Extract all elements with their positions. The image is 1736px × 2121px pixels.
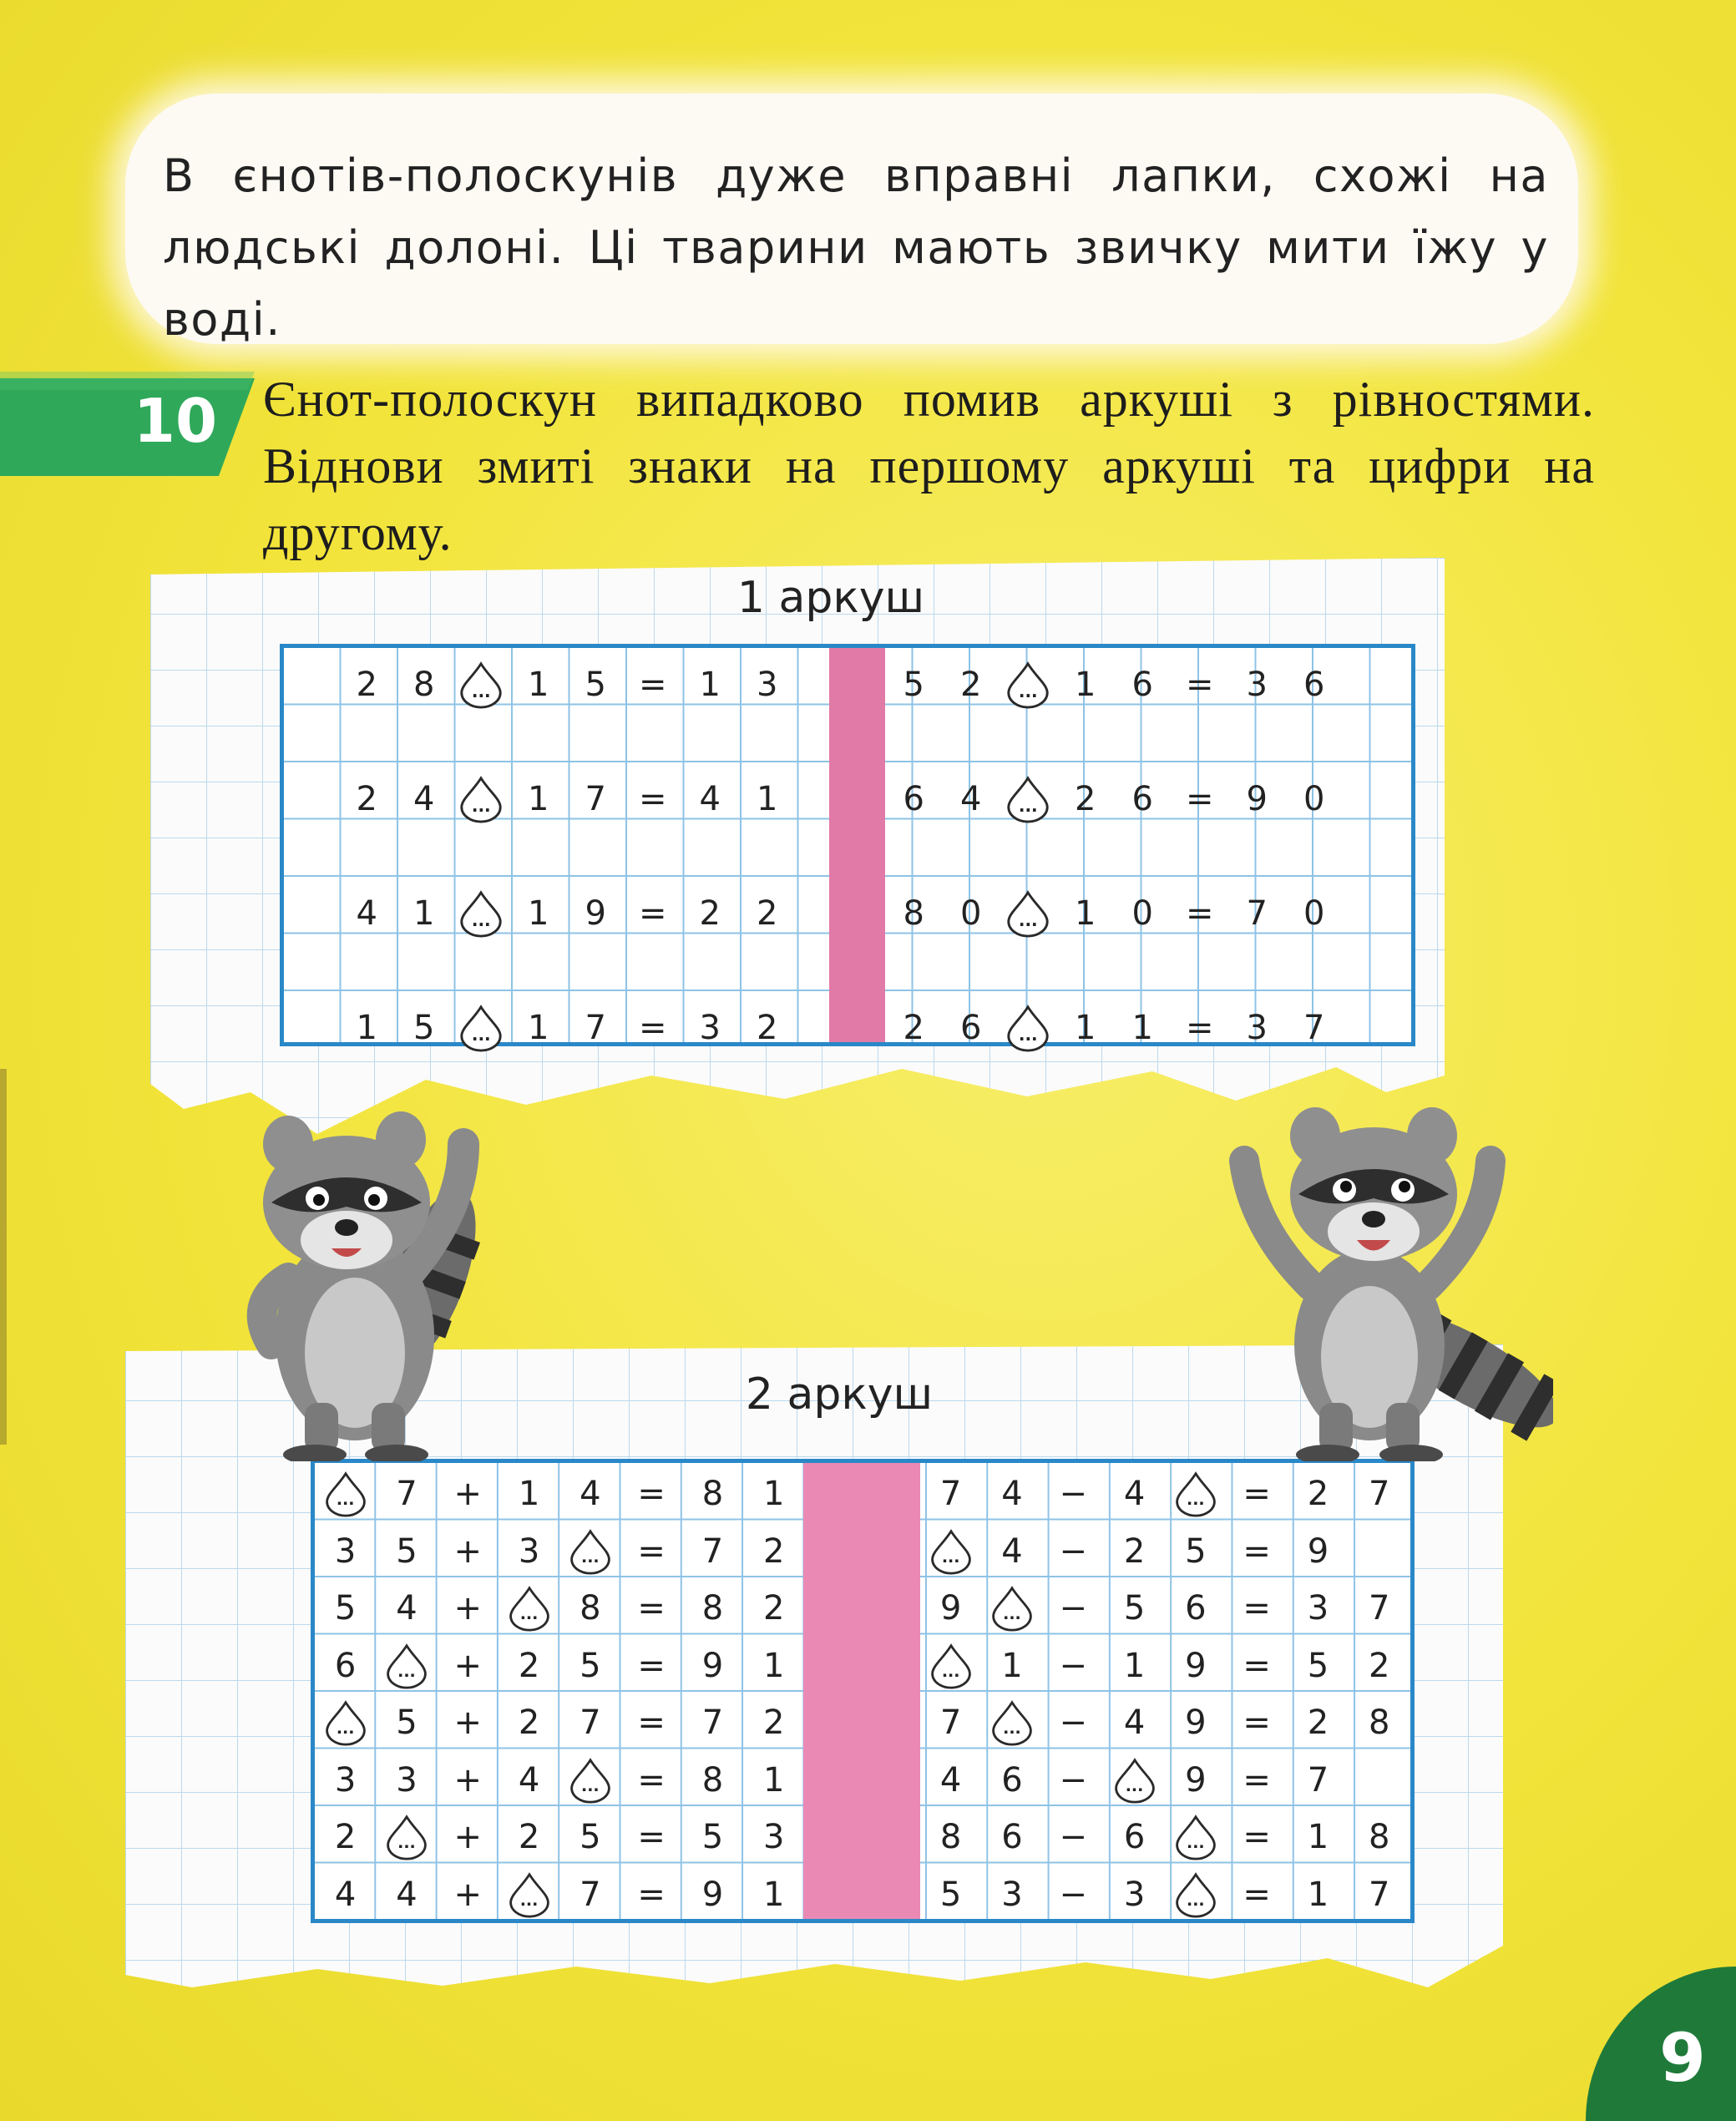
digit-cell: 1 [356,1009,377,1048]
digit-cell: 2 [518,1646,540,1685]
digit-cell: 4 [960,780,982,819]
blank-drop-icon[interactable]: ... [928,1643,974,1689]
digit-cell: 4 [939,1760,962,1800]
digit-cell: 3 [1001,1875,1023,1914]
sheet2-equation-right [920,1523,1410,1581]
sheet1-equation-right [885,656,1343,714]
blank-drop-icon[interactable]: ... [989,1699,1035,1746]
digit-cell: 3 [518,1531,540,1571]
sheet-1-divider [829,648,885,1042]
blank-cell[interactable] [376,1638,437,1695]
digit-cell: 8 [903,894,924,934]
digit-cell: 1 [528,894,549,934]
blank-cell[interactable] [315,1465,376,1523]
digit-cell: 7 [585,1009,606,1048]
digit-cell: 1 [413,894,435,934]
digit-cell: 0 [1303,780,1325,819]
blank-cell[interactable] [1165,1809,1226,1866]
blank-cell[interactable] [376,1809,437,1866]
blank-cell[interactable] [1165,1866,1226,1924]
digit-cell: 9 [701,1646,724,1685]
digit-cell: 8 [939,1818,962,1857]
sheet-1 [150,558,1445,1134]
sheet2-equation-right [920,1580,1410,1638]
digit-cell: 4 [334,1875,357,1914]
blank-drop-icon[interactable]: ... [1111,1757,1158,1804]
operator-cell: = [1243,1818,1271,1857]
operator-cell: + [453,1875,482,1914]
digit-cell: 5 [1123,1589,1146,1628]
digit-cell: 4 [580,1475,601,1514]
operator-cell: = [638,666,667,705]
operator-cell: = [637,1589,666,1628]
digit-cell [1349,1523,1410,1581]
digit-cell: 9 [1246,780,1268,819]
operator-cell: = [1243,1589,1271,1628]
digit-cell: 1 [763,1760,785,1800]
operator-cell: = [638,780,667,819]
digit-cell: 2 [699,894,721,934]
digit-cell: 1 [1307,1818,1329,1857]
blank-drop-icon[interactable]: ... [457,661,505,709]
operator-cell: + [453,1589,482,1628]
digit-cell: 2 [763,1531,785,1571]
operator-cell: = [1185,666,1214,705]
operator-cell: = [1185,894,1214,934]
digit-cell: 4 [699,780,721,819]
digit-cell: 3 [1123,1875,1146,1914]
blank-drop-icon[interactable]: ... [322,1471,369,1517]
task-number: 10 [133,386,218,456]
digit-cell: 6 [1001,1818,1023,1857]
sheet-1-title: 1 аркуш [736,573,925,623]
blank-drop-icon[interactable]: ... [383,1814,430,1860]
digit-cell: 0 [1303,894,1325,934]
sheet2-equation-right [920,1752,1410,1810]
operator-cell: = [637,1475,666,1514]
digit-cell: 6 [334,1646,357,1685]
digit-cell: 1 [763,1646,785,1685]
fact-text: В єнотів-полоскунів дуже вправні лапки, схожі на людські долоні. Ці тварини мають звичку мити їжу у воді. [163,149,1549,346]
blank-drop-icon[interactable]: ... [928,1528,974,1575]
sheet2-equation-left [315,1638,804,1695]
sheet2-equation-left [315,1580,804,1638]
digit-cell: 2 [763,1589,785,1628]
digit-cell: 7 [580,1875,601,1914]
blank-drop-icon[interactable]: ... [1172,1814,1219,1860]
blank-drop-icon[interactable]: ... [506,1585,553,1632]
operator-cell: = [637,1646,666,1685]
blank-drop-icon[interactable]: ... [457,889,505,938]
digit-cell: 4 [396,1589,418,1628]
digit-cell: 5 [585,666,606,705]
sheet2-equation-left [315,1752,804,1810]
digit-cell: 6 [1303,666,1325,705]
digit-cell: 1 [528,666,549,705]
operator-cell: = [637,1703,666,1743]
operator-cell: + [453,1703,482,1743]
digit-cell: 4 [518,1760,540,1800]
digit-cell: 5 [396,1531,418,1571]
operator-cell: = [1185,780,1214,819]
blank-drop-icon[interactable]: ... [322,1699,369,1746]
operator-cell: + [453,1760,482,1800]
digit-cell: 2 [1123,1531,1146,1571]
digit-cell: 1 [763,1875,785,1914]
digit-cell: 1 [763,1475,785,1514]
digit-cell: 3 [1246,1009,1268,1048]
digit-cell: 4 [1001,1475,1023,1514]
operator-cell: = [638,1009,667,1048]
sheet1-equation-right [885,1000,1343,1057]
blank-drop-icon[interactable]: ... [457,1004,505,1052]
digit-cell: 3 [334,1760,357,1800]
operator-cell: = [1243,1875,1271,1914]
digit-cell: 4 [1001,1531,1023,1571]
digit-cell: 6 [903,780,924,819]
digit-cell: 2 [757,894,778,934]
digit-cell: 7 [939,1475,962,1514]
operator-cell: − [1059,1646,1087,1685]
sheet2-equation-left [315,1694,804,1752]
digit-cell: 2 [334,1818,357,1857]
blank-cell[interactable] [1165,1465,1226,1523]
operator-cell: − [1059,1760,1087,1800]
blank-cell[interactable] [1104,1752,1165,1810]
blank-cell[interactable] [499,1580,559,1638]
raccoon-left-illustration [238,1094,522,1461]
digit-cell: 1 [528,780,549,819]
blank-cell[interactable] [453,771,510,828]
digit-cell: 2 [1369,1646,1390,1685]
digit-cell: 2 [518,1818,540,1857]
digit-cell: 5 [701,1818,724,1857]
blank-cell[interactable] [559,1523,620,1581]
digit-cell: 1 [518,1475,540,1514]
digit-cell: 9 [1185,1703,1207,1743]
page-number: 9 [1659,2019,1706,2097]
digit-cell: 7 [939,1703,962,1743]
digit-cell: 6 [1123,1818,1146,1857]
digit-cell: 7 [1307,1760,1329,1800]
digit-cell: 1 [528,1009,549,1048]
digit-cell: 5 [939,1875,962,1914]
digit-cell: 7 [396,1475,418,1514]
operator-cell: = [1185,1009,1214,1048]
digit-cell: 3 [763,1818,785,1857]
blank-drop-icon[interactable]: ... [1004,889,1052,938]
digit-cell: 8 [701,1760,724,1800]
operator-cell: + [453,1818,482,1857]
digit-cell: 7 [701,1703,724,1743]
sheet2-equation-left [315,1465,804,1523]
digit-cell: 3 [757,666,778,705]
digit-cell: 7 [1246,894,1268,934]
digit-cell: 7 [585,780,606,819]
digit-cell: 2 [763,1703,785,1743]
digit-cell: 1 [1131,1009,1153,1048]
page-edge-shadow [0,1069,7,1445]
digit-cell: 7 [1369,1589,1390,1628]
digit-cell: 2 [356,780,377,819]
blank-cell[interactable] [1000,885,1057,943]
digit-cell: 8 [580,1589,601,1628]
operator-cell: − [1059,1875,1087,1914]
digit-cell: 3 [1307,1589,1329,1628]
digit-cell: 8 [413,666,435,705]
digit-cell: 1 [1001,1646,1023,1685]
blank-cell[interactable] [453,885,510,943]
sheet-2-title: 2 аркуш [745,1369,934,1420]
operator-cell: = [637,1531,666,1571]
digit-cell: 8 [1369,1818,1390,1857]
digit-cell: 2 [1075,780,1096,819]
operator-cell: = [637,1760,666,1800]
digit-cell: 5 [1307,1646,1329,1685]
blank-drop-icon[interactable]: ... [1172,1871,1219,1918]
operator-cell: = [638,894,667,934]
digit-cell: 3 [699,1009,721,1048]
blank-drop-icon[interactable]: ... [457,775,505,823]
blank-cell[interactable] [981,1580,1042,1638]
digit-cell: 3 [1246,666,1268,705]
digit-cell: 6 [960,1009,982,1048]
digit-cell: 8 [1369,1703,1390,1743]
digit-cell: 6 [1185,1589,1207,1628]
digit-cell: 1 [1075,666,1096,705]
digit-cell: 5 [580,1646,601,1685]
blank-cell[interactable] [453,1000,510,1057]
digit-cell: 3 [334,1531,357,1571]
operator-cell: = [1243,1703,1271,1743]
digit-cell: 0 [960,894,982,934]
blank-drop-icon[interactable]: ... [1172,1471,1219,1517]
digit-cell: 7 [1369,1475,1390,1514]
digit-cell: 8 [701,1589,724,1628]
digit-cell: 7 [1369,1875,1390,1914]
digit-cell: 9 [701,1875,724,1914]
blank-cell[interactable] [453,656,510,714]
digit-cell: 7 [1303,1009,1325,1048]
digit-cell: 4 [1123,1475,1146,1514]
operator-cell: = [637,1818,666,1857]
sheet2-equation-right [920,1866,1410,1924]
blank-cell[interactable] [559,1752,620,1810]
blank-drop-icon[interactable]: ... [567,1528,614,1575]
sheet-2-divider [803,1463,920,1919]
sheet1-equation-left [338,1000,796,1057]
digit-cell: 1 [757,780,778,819]
blank-drop-icon[interactable]: ... [1004,661,1052,709]
digit-cell: 4 [396,1875,418,1914]
digit-cell: 6 [1131,780,1153,819]
blank-drop-icon[interactable]: ... [1004,1004,1052,1052]
operator-cell: − [1059,1703,1087,1743]
blank-cell[interactable] [920,1638,981,1695]
digit-cell: 5 [334,1589,357,1628]
blank-cell[interactable] [1000,1000,1057,1057]
operator-cell: = [1243,1760,1271,1800]
operator-cell: = [1243,1531,1271,1571]
digit-cell: 7 [701,1531,724,1571]
sheet1-equation-right [885,771,1343,828]
operator-cell: + [453,1531,482,1571]
operator-cell: − [1059,1531,1087,1571]
digit-cell: 9 [1307,1531,1329,1571]
sheet1-equation-left [338,656,796,714]
digit-cell: 5 [396,1703,418,1743]
digit-cell: 2 [518,1703,540,1743]
digit-cell: 9 [1185,1646,1207,1685]
digit-cell: 2 [960,666,982,705]
sheet2-equation-right [920,1638,1410,1695]
blank-drop-icon[interactable]: ... [506,1871,553,1918]
sheet1-equation-left [338,771,796,828]
digit-cell: 1 [1307,1875,1329,1914]
digit-cell: 2 [757,1009,778,1048]
digit-cell: 6 [1001,1760,1023,1800]
operator-cell: + [453,1475,482,1514]
digit-cell: 1 [1075,894,1096,934]
sheet2-equation-right [920,1694,1410,1752]
sheet2-equation-left [315,1809,804,1866]
operator-cell: − [1059,1589,1087,1628]
operator-cell: − [1059,1475,1087,1514]
sheet1-equation-right [885,885,1343,943]
raccoon-right-illustration [1219,1094,1553,1461]
sheet2-equation-left [315,1866,804,1924]
operator-cell: = [1243,1475,1271,1514]
blank-drop-icon[interactable]: ... [1004,775,1052,823]
digit-cell: 4 [413,780,435,819]
digit-cell: 4 [356,894,377,934]
operator-cell: + [453,1646,482,1685]
digit-cell: 8 [701,1475,724,1514]
blank-drop-icon[interactable]: ... [989,1585,1035,1632]
digit-cell: 0 [1131,894,1153,934]
digit-cell: 2 [903,1009,924,1048]
operator-cell: = [637,1875,666,1914]
operator-cell: − [1059,1818,1087,1857]
digit-cell: 1 [1075,1009,1096,1048]
digit-cell: 2 [1307,1475,1329,1514]
blank-drop-icon[interactable]: ... [383,1643,430,1689]
sheet2-equation-right [920,1465,1410,1523]
digit-cell: 9 [585,894,606,934]
blank-cell[interactable] [981,1694,1042,1752]
digit-cell: 5 [1185,1531,1207,1571]
digit-cell: 2 [356,666,377,705]
blank-cell[interactable] [1000,656,1057,714]
digit-cell: 2 [1307,1703,1329,1743]
blank-cell[interactable] [920,1523,981,1581]
operator-cell: = [1243,1646,1271,1685]
digit-cell: 5 [580,1818,601,1857]
digit-cell [1349,1752,1410,1810]
blank-drop-icon[interactable]: ... [567,1757,614,1804]
sheet1-equation-left [338,885,796,943]
sheet2-equation-right [920,1809,1410,1866]
digit-cell: 9 [939,1589,962,1628]
sheet2-equation-left [315,1523,804,1581]
blank-cell[interactable] [499,1866,559,1924]
digit-cell: 1 [1123,1646,1146,1685]
digit-cell: 7 [580,1703,601,1743]
digit-cell: 9 [1185,1760,1207,1800]
digit-cell: 1 [699,666,721,705]
digit-cell: 3 [396,1760,418,1800]
blank-cell[interactable] [315,1694,376,1752]
digit-cell: 6 [1131,666,1153,705]
digit-cell: 5 [903,666,924,705]
blank-cell[interactable] [1000,771,1057,828]
digit-cell: 5 [413,1009,435,1048]
task-instructions: Єнот-полоскун випадково помив аркуші з рівностями. Віднови змиті знаки на першому аркуші та цифри на другому. [263,372,1595,560]
digit-cell: 4 [1123,1703,1146,1743]
